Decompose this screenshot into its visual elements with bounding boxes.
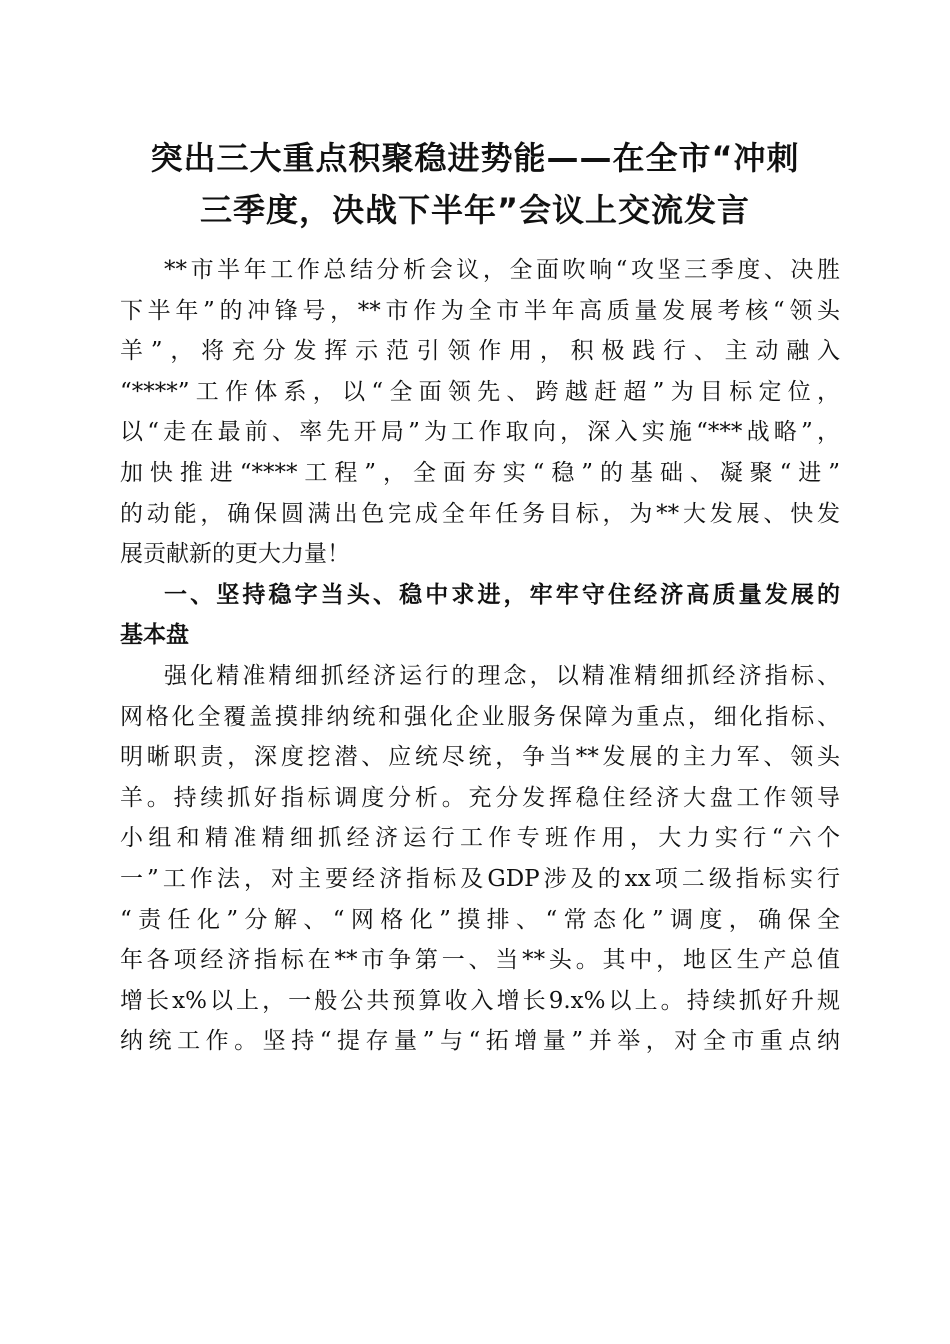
intro-line: **市半年工作总结分析会议，全面吹响“攻坚三季度、决胜 xyxy=(164,257,840,283)
section-body-line: 一”工作法，对主要经济指标及GDP涉及的xx项二级指标实行 xyxy=(120,865,840,892)
intro-line: 羊”，将充分发挥示范引领作用，积极践行、主动融入 xyxy=(120,338,840,365)
intro-line: 的动能，确保圆满出色完成全年任务目标，为**大发展、快发 xyxy=(120,500,840,527)
section-body-line: 明晰职责，深度挖潜、应统尽统，争当**发展的主力军、领头 xyxy=(120,744,840,771)
intro-line: 下半年”的冲锋号，**市作为全市半年高质量发展考核“领头 xyxy=(120,297,840,324)
section-heading: 一、坚持稳字当头、稳中求进，牢牢守住经济高质量发展的 xyxy=(164,581,840,608)
document-title xyxy=(100,132,850,236)
intro-line: 加快推进“****工程”，全面夯实“稳”的基础、凝聚“进” xyxy=(120,459,840,486)
title-line-2: 三季度，决战下半年”会议上交流发言 xyxy=(199,191,751,229)
section-body-line: 强化精准精细抓经济运行的理念，以精准精细抓经济指标、 xyxy=(164,662,840,689)
title-line-1: 突出三大重点积聚稳进势能——在全市“冲刺 xyxy=(150,139,800,177)
intro-line: 以“走在最前、率先开局”为工作取向，深入实施“***战略”， xyxy=(120,419,840,446)
document-body xyxy=(120,250,840,1062)
section-body-line: 年各项经济指标在**市争第一、当**头。其中，地区生产总值 xyxy=(120,947,840,974)
section-body-line: 小组和精准精细抓经济运行工作专班作用，大力实行“六个 xyxy=(120,825,840,852)
section-body-line: 增长x%以上，一般公共预算收入增长9.x%以上。持续抓好升规 xyxy=(120,987,840,1014)
section-body-line: “责任化”分解、“网格化”摸排、“常态化”调度，确保全 xyxy=(120,906,840,933)
section-body-line: 羊。持续抓好指标调度分析。充分发挥稳住经济大盘工作领导 xyxy=(120,784,840,811)
section-heading: 基本盘 xyxy=(120,622,189,649)
section-body-line: 纳统工作。坚持“提存量”与“拓增量”并举，对全市重点纳 xyxy=(120,1028,840,1055)
section-body-line: 网格化全覆盖摸排纳统和强化企业服务保障为重点，细化指标、 xyxy=(120,703,840,730)
intro-line: “****”工作体系，以“全面领先、跨越赶超”为目标定位， xyxy=(120,378,840,405)
intro-line: 展贡献新的更大力量！ xyxy=(120,541,350,568)
